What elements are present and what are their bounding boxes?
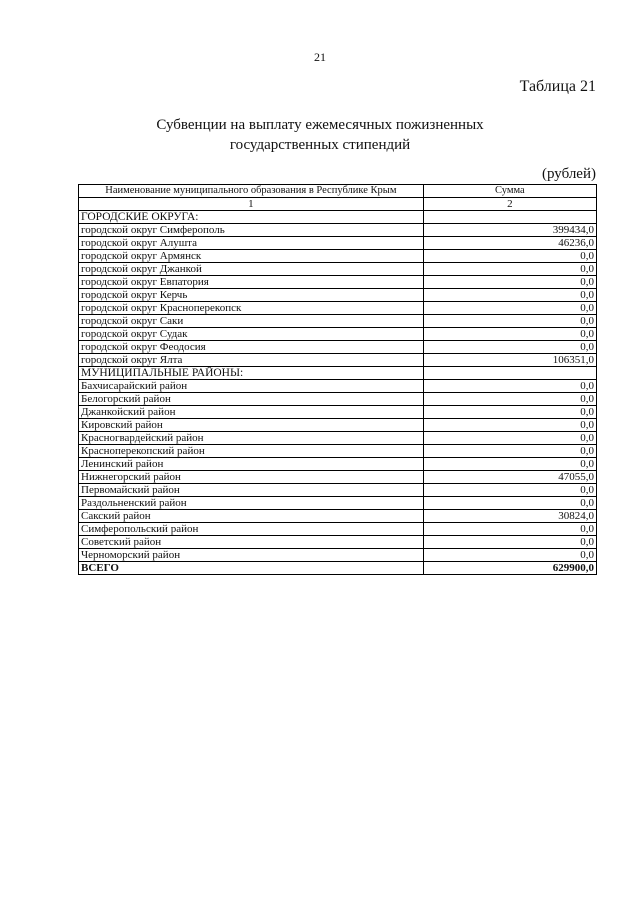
row-name: Джанкойский район	[79, 406, 424, 419]
table-row	[79, 510, 597, 523]
table-row	[79, 354, 597, 367]
row-value: 0,0	[423, 289, 596, 302]
title-line-1: Субвенции на выплату ежемесячных пожизненных	[156, 117, 484, 133]
table-row	[79, 250, 597, 263]
total-value: 629900,0	[423, 562, 596, 575]
row-value: 46236,0	[423, 237, 596, 250]
table-row	[79, 471, 597, 484]
row-value: 47055,0	[423, 471, 596, 484]
row-name: городской округ Симферополь	[79, 224, 424, 237]
section-sum-empty	[423, 211, 596, 224]
row-name: Раздольненский район	[79, 497, 424, 510]
row-name: Бахчисарайский район	[79, 380, 424, 393]
document-title	[120, 115, 520, 155]
row-value: 0,0	[423, 302, 596, 315]
row-value: 0,0	[423, 445, 596, 458]
table-row	[79, 523, 597, 536]
row-value: 0,0	[423, 497, 596, 510]
table-row	[79, 497, 597, 510]
table-row	[79, 380, 597, 393]
header-name: Наименование муниципального образования в Республике Крым	[79, 185, 424, 198]
row-value: 0,0	[423, 549, 596, 562]
table-row	[79, 458, 597, 471]
table-row	[79, 536, 597, 549]
row-value: 0,0	[423, 484, 596, 497]
table-row	[79, 328, 597, 341]
column-number-2: 2	[423, 198, 596, 211]
row-value: 399434,0	[423, 224, 596, 237]
section-title: МУНИЦИПАЛЬНЫЕ РАЙОНЫ:	[79, 367, 424, 380]
section-row	[79, 367, 597, 380]
total-row	[79, 562, 597, 575]
row-value: 0,0	[423, 276, 596, 289]
row-name: городской округ Керчь	[79, 289, 424, 302]
table-row	[79, 302, 597, 315]
row-name: Черноморский район	[79, 549, 424, 562]
row-value: 0,0	[423, 328, 596, 341]
table-row	[79, 224, 597, 237]
table-row	[79, 484, 597, 497]
table-row	[79, 549, 597, 562]
row-name: городской округ Алушта	[79, 237, 424, 250]
header-sum: Сумма	[423, 185, 596, 198]
table-row	[79, 315, 597, 328]
row-value: 0,0	[423, 536, 596, 549]
table-row	[79, 445, 597, 458]
row-name: Красноперекопский район	[79, 445, 424, 458]
row-name: городской округ Джанкой	[79, 263, 424, 276]
row-value: 0,0	[423, 250, 596, 263]
table-label: Таблица 21	[519, 78, 596, 95]
row-value: 0,0	[423, 341, 596, 354]
row-value: 0,0	[423, 406, 596, 419]
row-name: Первомайский район	[79, 484, 424, 497]
row-name: городской округ Саки	[79, 315, 424, 328]
row-value: 0,0	[423, 263, 596, 276]
row-name: городской округ Красноперекопск	[79, 302, 424, 315]
title-line-2: государственных стипендий	[229, 137, 411, 153]
row-name: Советский район	[79, 536, 424, 549]
table-body	[79, 211, 597, 575]
row-name: Сакский район	[79, 510, 424, 523]
row-value: 0,0	[423, 393, 596, 406]
section-row	[79, 211, 597, 224]
section-title: ГОРОДСКИЕ ОКРУГА:	[79, 211, 424, 224]
row-name: Нижнегорский район	[79, 471, 424, 484]
row-name: Красногвардейский район	[79, 432, 424, 445]
table-row	[79, 237, 597, 250]
subventions-table	[78, 184, 597, 575]
row-value: 30824,0	[423, 510, 596, 523]
row-value: 0,0	[423, 419, 596, 432]
table-row	[79, 341, 597, 354]
table-row	[79, 432, 597, 445]
row-value: 0,0	[423, 458, 596, 471]
row-name: городской округ Евпатория	[79, 276, 424, 289]
row-name: городской округ Ялта	[79, 354, 424, 367]
row-name: городской округ Феодосия	[79, 341, 424, 354]
table-row	[79, 393, 597, 406]
section-sum-empty	[423, 367, 596, 380]
column-number-1: 1	[79, 198, 424, 211]
total-label: ВСЕГО	[79, 562, 424, 575]
table-row	[79, 289, 597, 302]
table-row	[79, 276, 597, 289]
row-value: 0,0	[423, 315, 596, 328]
row-value: 106351,0	[423, 354, 596, 367]
header-row	[79, 185, 597, 198]
row-name: Белогорский район	[79, 393, 424, 406]
page-number: 21	[314, 50, 326, 64]
row-name: городской округ Судак	[79, 328, 424, 341]
table-row	[79, 406, 597, 419]
row-name: Кировский район	[79, 419, 424, 432]
row-value: 0,0	[423, 523, 596, 536]
row-name: Симферопольский район	[79, 523, 424, 536]
table-row	[79, 419, 597, 432]
column-number-row	[79, 198, 597, 211]
row-value: 0,0	[423, 380, 596, 393]
row-value: 0,0	[423, 432, 596, 445]
table-row	[79, 263, 597, 276]
row-name: городской округ Армянск	[79, 250, 424, 263]
row-name: Ленинский район	[79, 458, 424, 471]
units-label: (рублей)	[541, 166, 596, 182]
